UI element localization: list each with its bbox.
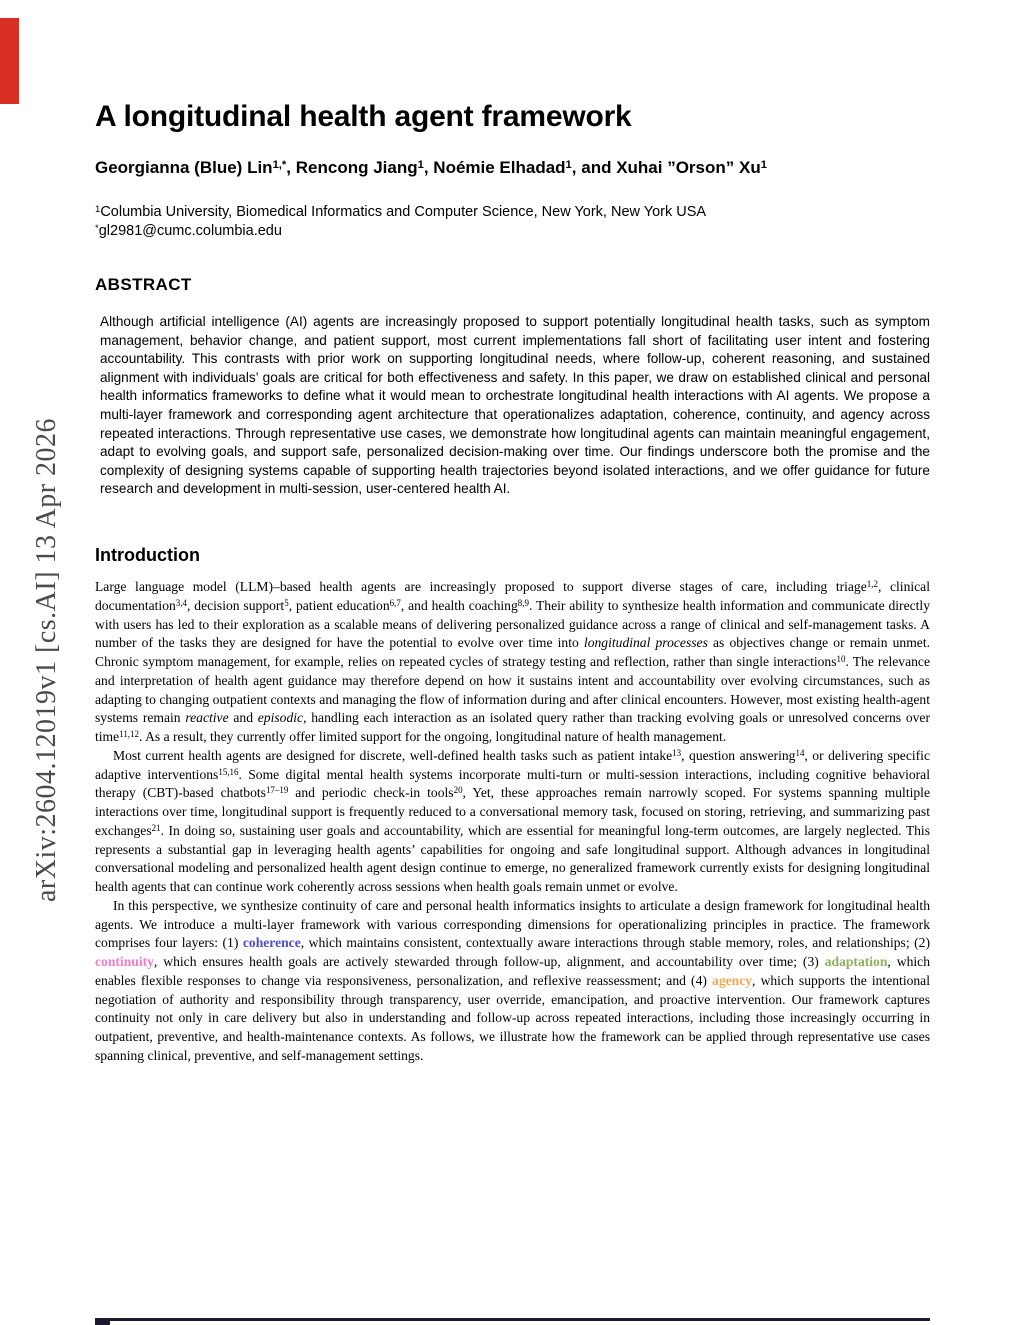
cropped-figure-corner — [95, 1318, 110, 1325]
author-line: Georgianna (Blue) Lin$^{1,*}$, Rencong Jiang$^1$, Noémie Elhadad$^1$, and Xuhai ”Orson” Xu$^1$ — [95, 158, 767, 177]
intro-paragraph-2: Most current health agents are designed for discrete, well-defined health tasks such as patient intake$^{13}$, question answering$^{14}$, or delivering specific adaptive interventions$^{15,16}$. Some digital mental health systems incorporate multi-turn or multi-session interactions, including cognitive behavioral therapy (CBT)-based chatbots$^{17-19}$ and periodic check-in tools$^{20}$, Yet, these approaches remain narrowly scoped. For systems spanning multiple interactions over time, longitudinal support is frequently reduced to a conversational memory task, focused on storing, retrieving, and summarizing past exchanges$^{21}$. In doing so, sustaining user goals and accountability, which are essential for meaningful long-term outcomes, are largely neglected. This represents a substantial gap in leveraging health agents’ capabilities for ongoing and safe longitudinal support. Although advances in longitudinal conversational modeling and personalized health agent design continue to emerge, no generalized framework currently exists for designing longitudinal health agents that can continue work coherently across sessions when health goals remain unmet or evolve. — [95, 747, 930, 895]
abstract-text: Although artificial intelligence (AI) agents are increasingly proposed to support potentially longitudinal health tasks, such as symptom management, behavior change, and patient support, most current implementations fall short of facilitating user intent and fostering accountability. This contrasts with prior work on supporting longitudinal needs, where follow-up, coherent reasoning, and sustained alignment with individuals’ goals are critical for both effectiveness and safety. In this paper, we draw on established clinical and personal health informatics frameworks to define what it would mean to orchestrate longitudinal health interactions with AI agents. We propose a multi-layer framework and corresponding agent architecture that operationalizes adaptation, coherence, continuity, and agency across repeated interactions. Through representative use cases, we demonstrate how longitudinal agents can maintain meaningful engagement, adapt to evolving goals, and support safe, personalized decision-making over time. Our findings underscore both the promise and the complexity of designing systems capable of supporting health trajectories beyond isolated interactions, and we offer guidance for future research and development in multi-session, user-centered health AI. — [100, 314, 930, 497]
cropped-figure-top-rule — [95, 1318, 930, 1321]
arxiv-watermark: arXiv:2604.12019v1 [cs.AI] 13 Apr 2026 — [31, 417, 62, 903]
affiliation-line: $^1$Columbia University, Biomedical Informatics and Computer Science, New York, New York USA — [95, 203, 707, 220]
email-line: *gl2981@cumc.columbia.edu — [95, 222, 282, 239]
intro-paragraph-3: In this perspective, we synthesize continuity of care and personal health informatics insights to articulate a design framework for longitudinal health agents. We introduce a multi-layer framework with various corresponding dimensions for operationalizing principles in practice. The framework comprises four layers: (1) coherence, which maintains consistent, contextually aware interactions through stable memory, roles, and relationships; (2) continuity, which ensures health goals are actively stewarded through follow-up, alignment, and accountability over time; (3) adaptation, which enables flexible responses to change via responsiveness, personalization, and reflexive reassessment; and (4) agency, which supports the intentional negotiation of authority and responsibility through transparency, user override, emancipation, and proactive intervention. Our framework captures continuity not only in care delivery but also in understanding and follow-up across repeated interactions, including those increasingly occurring in outpatient, preventive, and health-maintenance contexts. As follows, we illustrate how the framework can be applied through representative use cases spanning clinical, preventive, and self-management settings. — [95, 897, 930, 1063]
intro-paragraph-1: Large language model (LLM)–based health agents are increasingly proposed to support diverse stages of care, including triage$^{1,2}$, clinical documentation$^{3,4}$, decision support$^5$, patient education$^{6,7}$, and health coaching$^{8,9}$. Their ability to synthesize health information and communicate directly with users has led to their exploration as a scalable means of delivering personalized guidance across a range of clinical and self-management tasks. A number of the tasks they are designed for have the potential to evolve over time into longitudinal processes as objectives change or remain unmet. Chronic symptom management, for example, relies on repeated cycles of strategy testing and reflection, rather than single interactions$^{10}$. The relevance and interpretation of health agent guidance may therefore depend on how it sustains intent and accountability over evolving circumstances, such as adapting to changing outpatient contexts and managing the flow of information during and after clinical encounters. However, most existing health-agent systems remain reactive and episodic, handling each interaction as an isolated query rather than tracking evolving goals or unresolved concerns over time$^{11,12}$. As a result, they currently offer limited support for the ongoing, longitudinal nature of health management. — [95, 579, 930, 745]
red-edge-marker — [0, 18, 19, 104]
paper-title: A longitudinal health agent framework — [95, 100, 632, 133]
paper-content — [95, 100, 930, 1066]
introduction-heading: Introduction — [95, 545, 200, 566]
abstract-heading: ABSTRACT — [95, 275, 192, 294]
cropped-figure-edge — [95, 1318, 930, 1325]
